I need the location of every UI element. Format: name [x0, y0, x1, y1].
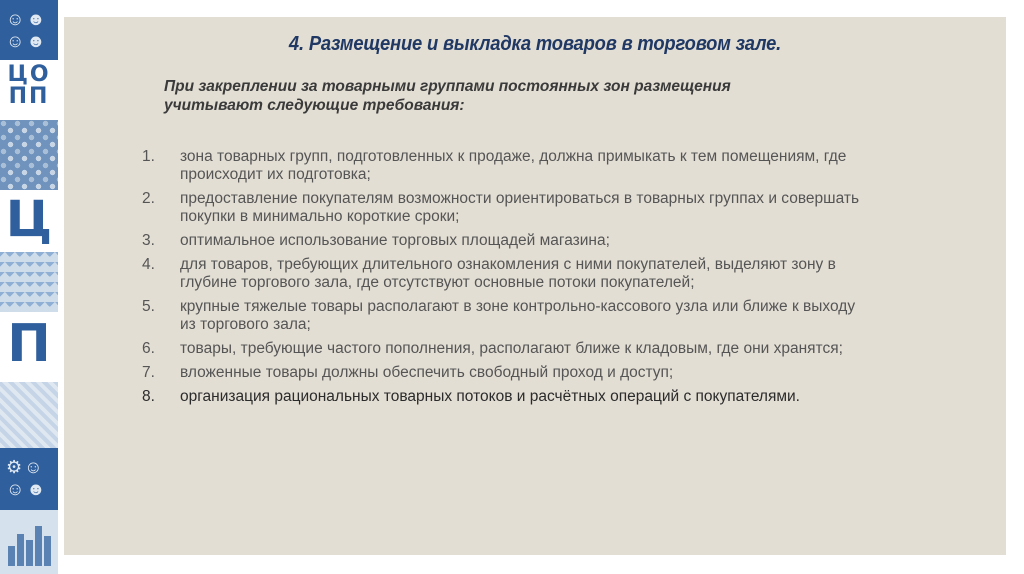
people-gears-icon: ⚙☺ ☺☻ [6, 457, 48, 499]
list-item: 4. для товаров, требующих длительного ознакомления с ними покупателей, выделяют зону в глубине торгового зала, где отсутствуют основные потоки покупателей; [142, 256, 836, 291]
pattern-tile-triangles [0, 252, 58, 312]
slide-title: 4. Размещение и выкладка товаров в торговом зале. [288, 33, 782, 55]
people-icon: ☺☻ ☺☻ [6, 9, 48, 51]
list-item: 5. крупные тяжелые товары располагают в зоне контрольно-кассового узла или ближе к выходу из торгового зала; [142, 298, 856, 333]
requirements-list [142, 148, 862, 412]
list-item: 2. предоставление покупателям возможности ориентироваться в товарных группах и совершать покупки в минимально короткие сроки; [142, 190, 860, 225]
slide-panel [64, 17, 1006, 555]
pattern-tile-stripes [0, 382, 58, 448]
city-chart-icon [8, 520, 52, 566]
list-item: 3. оптимальное использование торговых площадей магазина; [142, 232, 610, 249]
logo-letter-p: П [7, 314, 51, 374]
list-item: 1. зона товарных групп, подготовленных к продаже, должна примыкать к тем помещениям, где происходит их подготовка; [142, 148, 847, 183]
pattern-tile-dots [0, 120, 58, 190]
list-item: 6. товары, требующие частого пополнения, располагают ближе к кладовым, где они хранятся; [142, 340, 843, 357]
slide-subtitle: При закреплении за товарными группами постоянных зон размещения учитывают следующие требования: [164, 78, 731, 114]
logo-letter-ts: Ц [5, 190, 53, 248]
decorative-sidebar [0, 0, 58, 574]
list-item: 8. организация рациональных товарных потоков и расчётных операций с покупателями. [142, 388, 800, 405]
list-item: 7. вложенные товары должны обеспечить свободный проход и доступ; [142, 364, 674, 381]
logo-letters-tsop: ЦО ПП [7, 62, 51, 109]
